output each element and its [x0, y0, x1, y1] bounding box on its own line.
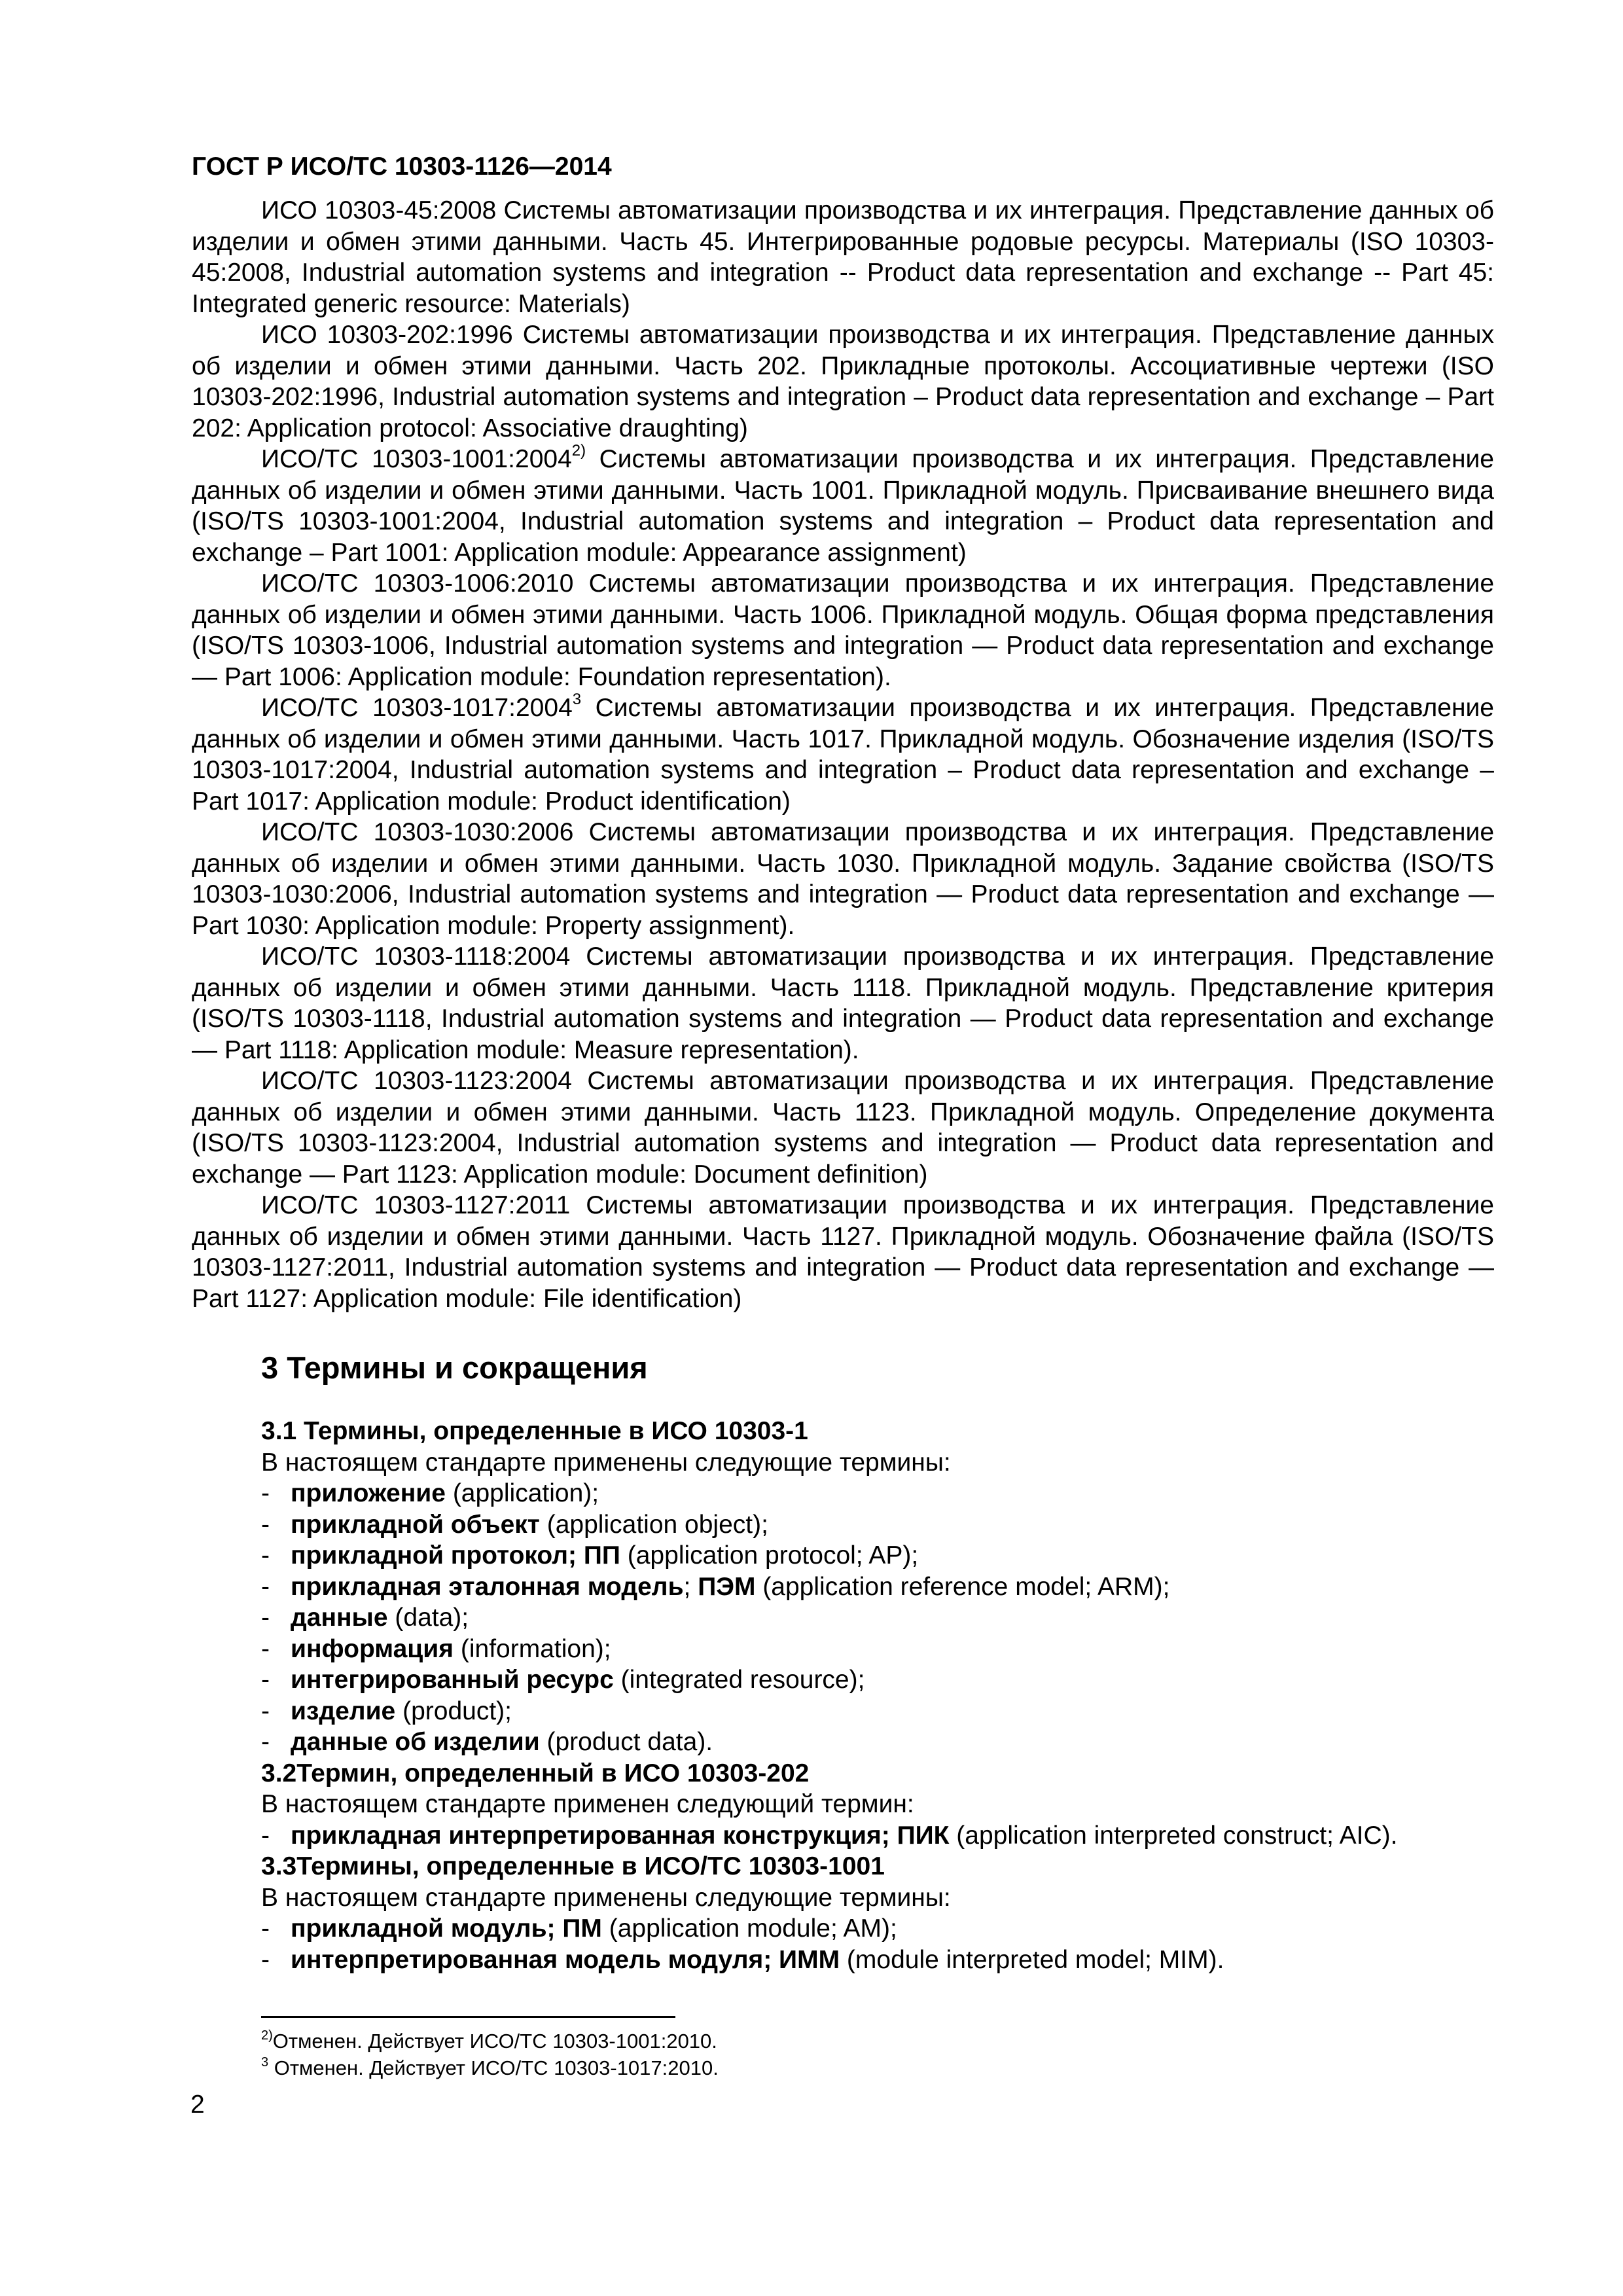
term-gloss: (data); — [387, 1604, 469, 1632]
term-item — [261, 1913, 1494, 1945]
term-abbreviation: ПЭМ — [698, 1572, 756, 1601]
reference-code: ИСО/ТС 10303-1123:2004 — [261, 1067, 572, 1095]
terms-section — [261, 1416, 1494, 1975]
reference-text: Системы автоматизации производства и их интеграция. Представление данных об изделии и обмен этими данными. Часть 1123. Прикладной модуль. Определение документа (ISO/TS 10303-1123:2004, Industrial automation systems and integration — Product data representation and exchange — Part 1123: Application module: Document definition) — [192, 1067, 1495, 1189]
section-title: 3 Термины и сокращения — [261, 1350, 648, 1385]
reference-entry — [192, 941, 1494, 1066]
footnote-text: Отменен. Действует ИСО/ТС 10303-1017:2010. — [268, 2056, 719, 2079]
term-gloss: (product data). — [539, 1728, 713, 1756]
reference-text: Системы автоматизации производства и их интеграция. Представление данных об изделии и обмен этими данными. Часть 1001. Прикладной модуль. Присваивание внешнего вида (ISO/TS 10303-1001:2004, Industrial automation systems and integration – Product data representation and exchange – Part 1001: Application module: Appearance assignment) — [192, 445, 1494, 567]
reference-code: ИСО 10303-45:2008 — [261, 196, 497, 224]
footnote — [261, 2028, 719, 2054]
page-number: 2 — [190, 2090, 205, 2119]
reference-entry — [192, 195, 1494, 319]
reference-code: ИСО/ТС 10303-1006:2010 — [261, 569, 574, 598]
reference-entry — [192, 817, 1494, 941]
term-item — [261, 1727, 1494, 1758]
list-dash: - — [261, 1696, 270, 1725]
term-item — [261, 1509, 1494, 1541]
term-name: данные об изделии — [291, 1728, 540, 1756]
term-gloss: (application module; AM); — [601, 1914, 897, 1943]
list-dash: - — [261, 1914, 270, 1943]
footnote-separator — [261, 2016, 675, 2018]
list-dash: - — [261, 1634, 270, 1663]
term-item — [261, 1540, 1494, 1571]
subsection-title: 3.3Термины, определенные в ИСО/ТС 10303-1001 — [261, 1852, 885, 1880]
footnotes — [261, 2028, 719, 2081]
term-name: изделие — [291, 1696, 396, 1725]
reference-code: ИСО/ТС 10303-1118:2004 — [261, 942, 571, 971]
term-item — [261, 1820, 1494, 1852]
term-item — [261, 1664, 1494, 1696]
term-list — [261, 1820, 1494, 1852]
normative-references — [192, 195, 1494, 1314]
term-gloss: (application); — [445, 1479, 599, 1507]
subsection-title: 3.1 Термины, определенные в ИСО 10303-1 — [261, 1417, 808, 1445]
list-dash: - — [261, 1541, 270, 1570]
footnote-mark: 3 — [572, 691, 582, 708]
document-header: ГОСТ Р ИСО/ТС 10303-1126—2014 — [192, 152, 612, 181]
term-name: прикладной протокол; ПП — [291, 1541, 620, 1570]
reference-entry — [192, 1066, 1494, 1190]
term-item — [261, 1478, 1494, 1509]
reference-text: Системы автоматизации производства и их интеграция. Представление данных об изделии и обмен этими данными. Часть 202. Прикладные протоколы. Ассоциативные чертежи (ISO 10303-202:1996, Industrial automation systems and integration – Product data representation and exchange – Part 202: Application protocol: Associative draughting) — [192, 321, 1494, 442]
term-gloss: (information); — [454, 1634, 611, 1663]
subsection-intro: В настоящем стандарте применены следующие термины: — [261, 1883, 951, 1912]
reference-entry — [192, 568, 1494, 692]
footnote — [261, 2054, 719, 2081]
term-gloss: (application protocol; AP); — [620, 1541, 919, 1570]
term-item — [261, 1571, 1494, 1603]
list-dash: - — [261, 1510, 270, 1539]
footnote-mark: 2) — [261, 2028, 273, 2043]
reference-text: Системы автоматизации производства и их интеграция. Представление данных об изделии и обмен этими данными. Часть 1030. Прикладной модуль. Задание свойства (ISO/TS 10303-1030:2006, Industrial automation systems and integration — Product data representation and exchange — Part 1030: Application module: Property assignment). — [192, 818, 1495, 940]
footnote-mark: 3 — [261, 2054, 269, 2070]
reference-text: Системы автоматизации производства и их интеграция. Представление данных об изделии и обмен этими данными. Часть 1127. Прикладной модуль. Обозначение файла (ISO/TS 10303-1127:2011, Industrial automation systems and integration — Product data representation and exchange — Part 1127: Application module: File identification) — [192, 1191, 1494, 1313]
reference-code: ИСО/ТС 10303-1127:2011 — [261, 1191, 571, 1219]
term-gloss: ; — [683, 1572, 698, 1601]
subsection-intro: В настоящем стандарте применен следующий термин: — [261, 1790, 914, 1818]
term-name: прикладная эталонная модель — [291, 1572, 684, 1601]
reference-code: ИСО/ТС 10303-1001:2004 — [261, 445, 572, 473]
reference-entry — [192, 444, 1494, 568]
term-list — [261, 1913, 1494, 1975]
term-list — [261, 1478, 1494, 1758]
list-dash: - — [261, 1479, 270, 1507]
term-item — [261, 1602, 1494, 1634]
term-name: интерпретированная модель модуля; ИММ — [291, 1945, 840, 1974]
list-dash: - — [261, 1945, 270, 1974]
term-item — [261, 1945, 1494, 1976]
reference-entry — [192, 1190, 1494, 1314]
term-name: данные — [291, 1604, 388, 1632]
term-gloss: (application object); — [539, 1510, 768, 1539]
list-dash: - — [261, 1728, 270, 1756]
term-name: прикладная интерпретированная конструкция; ПИК — [291, 1821, 950, 1850]
list-dash: - — [261, 1604, 270, 1632]
reference-text: Системы автоматизации производства и их интеграция. Представление данных об изделии и обмен этими данными. Часть 1006. Прикладной модуль. Общая форма представления (ISO/TS 10303-1006, Industrial automation systems and integration — Product data representation and exchange — Part 1006: Application module: Foundation representation). — [192, 569, 1495, 691]
term-gloss: (module interpreted model; MIM). — [840, 1945, 1224, 1974]
term-gloss: (application reference model; ARM); — [755, 1572, 1170, 1601]
reference-text: Системы автоматизации производства и их интеграция. Представление данных об изделии и обмен этими данными. Часть 1118. Прикладной модуль. Представление критерия (ISO/TS 10303-1118, Industrial automation systems and integration — Product data representation and exchange — Part 1118: Application module: Measure representation). — [192, 942, 1494, 1064]
term-gloss: (application interpreted construct; AIC). — [949, 1821, 1398, 1850]
term-item — [261, 1696, 1494, 1727]
footnote-text: Отменен. Действует ИСО/ТС 10303-1001:2010. — [272, 2030, 717, 2053]
reference-entry — [192, 692, 1494, 817]
term-name: прикладной модуль; ПМ — [291, 1914, 602, 1943]
term-item — [261, 1634, 1494, 1665]
subsection-title: 3.2Термин, определенный в ИСО 10303-202 — [261, 1759, 810, 1787]
list-dash: - — [261, 1666, 270, 1694]
reference-code: ИСО 10303-202:1996 — [261, 321, 513, 349]
subsection-intro: В настоящем стандарте применены следующие термины: — [261, 1448, 951, 1477]
reference-code: ИСО/ТС 10303-1017:2004 — [261, 694, 573, 722]
reference-text: Системы автоматизации производства и их интеграция. Представление данных об изделии и обмен этими данными. Часть 1017. Прикладной модуль. Обозначение изделия (ISO/TS 10303-1017:2004, Industrial automation systems and integration – Product data representation and exchange – Part 1017: Application module: Product identification) — [192, 694, 1495, 816]
reference-text: Системы автоматизации производства и их интеграция. Представление данных об изделии и обмен этими данными. Часть 45. Интегрированные родовые ресурсы. Материалы (ISO 10303-45:2008, Industrial automation systems and integration -- Product data representation and exchange -- Part 45: Integrated generic resource: Materials) — [192, 196, 1495, 318]
reference-code: ИСО/ТС 10303-1030:2006 — [261, 818, 574, 846]
term-name: информация — [291, 1634, 454, 1663]
term-name: приложение — [291, 1479, 446, 1507]
term-name: прикладной объект — [291, 1510, 540, 1539]
list-dash: - — [261, 1572, 270, 1601]
term-name: интегрированный ресурс — [291, 1666, 614, 1694]
footnote-mark: 2) — [571, 442, 586, 459]
reference-entry — [192, 319, 1494, 444]
list-dash: - — [261, 1821, 270, 1850]
term-gloss: (integrated resource); — [613, 1666, 865, 1694]
term-gloss: (product); — [395, 1696, 512, 1725]
